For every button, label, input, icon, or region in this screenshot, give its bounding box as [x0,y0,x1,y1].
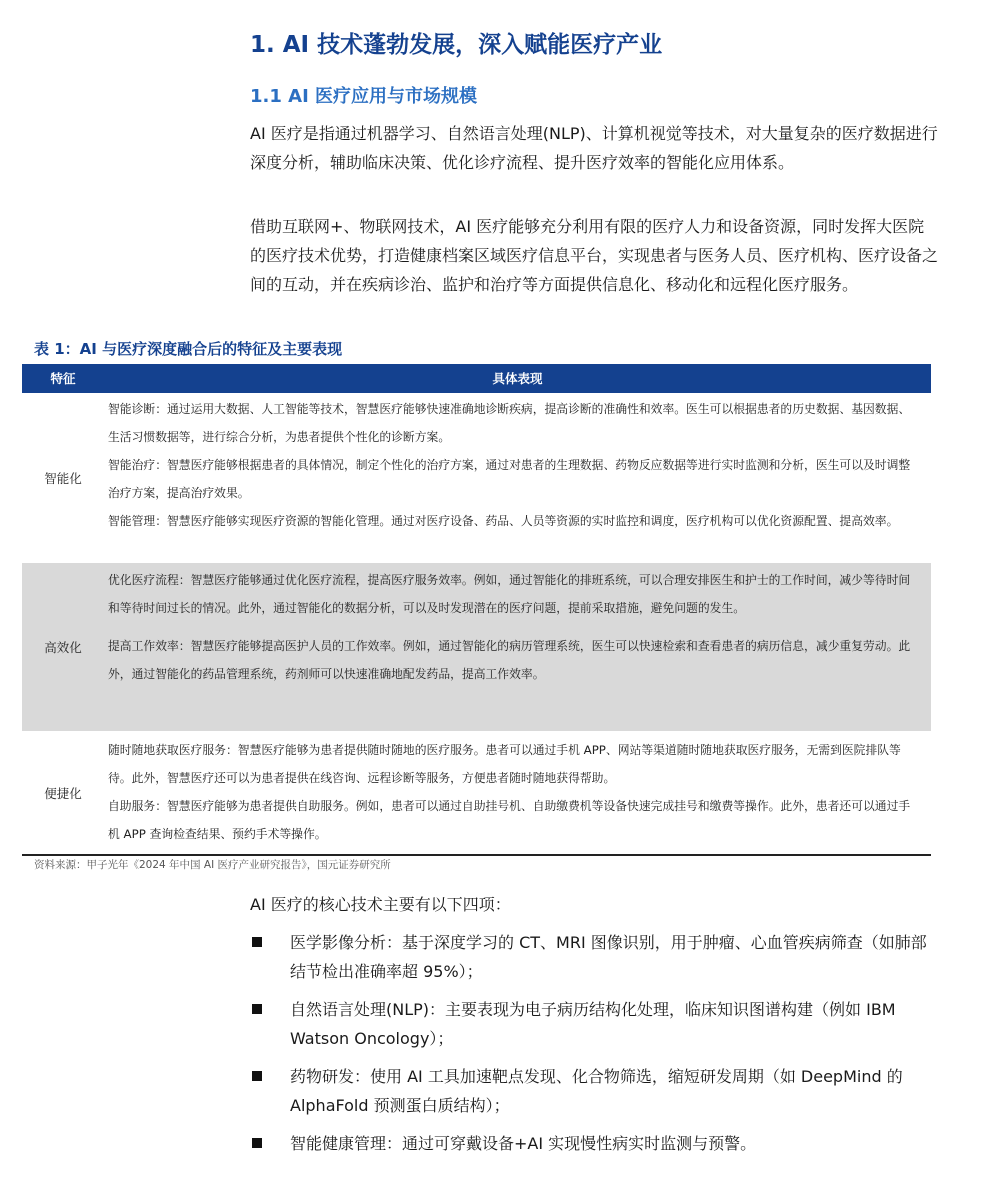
list-item: 医学影像分析：基于深度学习的 CT、MRI 图像识别，用于肿瘤、心血管疾病筛查（如肺部结节检出准确率超 95%）； [250,928,940,986]
row-item: 随时随地获取医疗服务：智慧医疗能够为患者提供随时随地的医疗服务。患者可以通过手机 APP、网站等渠道随时随地获取医疗服务，无需到医院排队等待。此外，智慧医疗还可以为患者提供在线咨询、远程诊断等服务，方便患者随时随地获得帮助。 [108,743,901,785]
header-details: 具体表现 [492,371,543,386]
list-item: 药物研发：使用 AI 工具加速靶点发现、化合物筛选，缩短研发周期（如 DeepMind 的 AlphaFold 预测蛋白质结构）； [250,1062,940,1120]
paragraph-internet-plus: 借助互联网+、物联网技术，AI 医疗能够充分利用有限的医疗人力和设备资源，同时发挥大医院的医疗技术优势，打造健康档案区域医疗信息平台，实现患者与医务人员、医疗机构、医疗设备之间的互动，并在疾病诊治、监护和治疗等方面提供信息化、移动化和远程化医疗服务。 [250,217,939,294]
table-row-intelligent [22,393,931,563]
list-item: 智能健康管理：通过可穿戴设备+AI 实现慢性病实时监测与预警。 [250,1129,940,1158]
table-header [22,364,931,393]
row-label: 智能化 [44,471,82,486]
row-item: 智能治疗：智慧医疗能够根据患者的具体情况，制定个性化的治疗方案，通过对患者的生理数据、药物反应数据等进行实时监测和分析，医生可以及时调整治疗方案，提高治疗效果。 [108,458,911,500]
row-item: 智能诊断：通过运用大数据、人工智能等技术，智慧医疗能够快速准确地诊断疾病，提高诊断的准确性和效率。医生可以根据患者的历史数据、基因数据、生活习惯数据等，进行综合分析，为患者提供个性化的诊断方案。 [108,402,911,444]
core-tech-intro: AI 医疗的核心技术主要有以下四项： [250,895,511,914]
square-bullet-icon [252,1004,262,1014]
section-heading: 1. AI 技术蓬勃发展，深入赋能医疗产业 [250,32,663,58]
table-row-convenient [22,731,931,856]
features-table [22,364,931,856]
square-bullet-icon [252,1138,262,1148]
paragraph-definition: AI 医疗是指通过机器学习、自然语言处理(NLP)、计算机视觉等技术，对大量复杂的医疗数据进行深度分析，辅助临床决策、优化诊疗流程、提升医疗效率的智能化应用体系。 [250,124,938,172]
square-bullet-icon [252,1071,262,1081]
table-row-efficient [22,563,931,731]
square-bullet-icon [252,937,262,947]
row-item: 优化医疗流程：智慧医疗能够通过优化医疗流程，提高医疗服务效率。例如，通过智能化的排班系统，可以合理安排医生和护士的工作时间，减少等待时间和等待时间过长的情况。此外，通过智能化的数据分析，可以及时发现潜在的医疗问题，提前采取措施，避免问题的发生。 [108,573,911,615]
row-label: 高效化 [44,640,82,655]
row-label: 便捷化 [44,785,82,801]
row-item: 智能管理：智慧医疗能够实现医疗资源的智能化管理。通过对医疗设备、药品、人员等资源的实时监控和调度，医疗机构可以优化资源配置、提高效率。 [108,514,899,528]
row-item: 自助服务：智慧医疗能够为患者提供自助服务。例如，患者可以通过自助挂号机、自助缴费机等设备快速完成挂号和缴费等操作。此外，患者还可以通过手机 APP 查询检查结果、预约手术等操作。 [108,799,911,841]
list-item: 自然语言处理(NLP)：主要表现为电子病历结构化处理，临床知识图谱构建（例如 IBM Watson Oncology）； [250,995,940,1053]
subsection-heading: 1.1 AI 医疗应用与市场规模 [250,86,478,107]
table-title: 表 1：AI 与医疗深度融合后的特征及主要表现 [34,340,343,358]
row-item: 提高工作效率：智慧医疗能够提高医护人员的工作效率。例如，通过智能化的病历管理系统，医生可以快速检索和查看患者的病历信息，减少重复劳动。此外，通过智能化的药品管理系统，药剂师可以快速准确地配发药品，提高工作效率。 [108,639,911,681]
header-feature: 特征 [50,371,76,386]
core-tech-list [250,928,940,1167]
table-source: 资料来源：甲子光年《2024 年中国 AI 医疗产业研究报告》，国元证券研究所 [34,859,391,871]
